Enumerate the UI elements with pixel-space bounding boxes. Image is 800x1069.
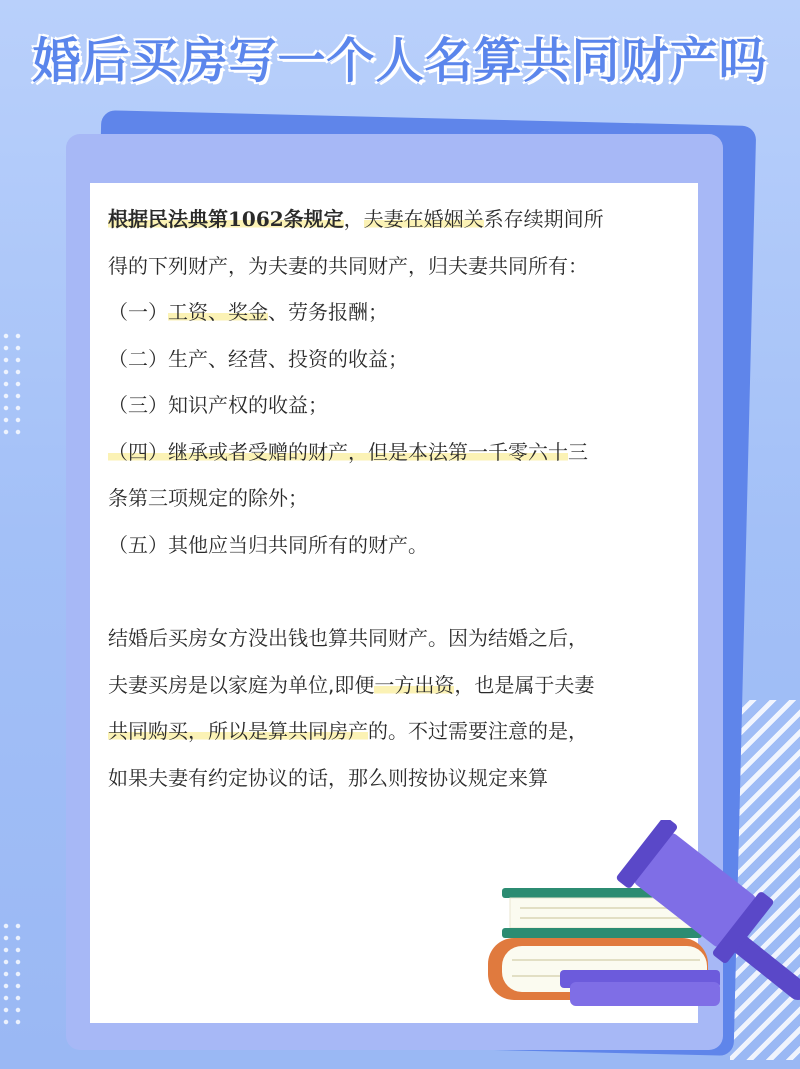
law-intro-line2: 得的下列财产，为夫妻的共同财产，归夫妻共同所有：: [108, 253, 588, 278]
decorative-dots-top: [0, 330, 24, 440]
law-reference: 根据民法典第1062条规定: [108, 207, 344, 231]
explain-line2: 夫妻买房是以家庭为单位,即便一方出资，也是属于夫妻: [108, 672, 595, 697]
gavel-books-illustration: [480, 820, 800, 1060]
explain-line1: 结婚后买房女方没出钱也算共同财产。因为结婚之后，: [108, 626, 588, 650]
law-item-4: （四）继承或者受赠的财产，但是本法第一千零六十三: [108, 439, 588, 464]
content-body: [108, 196, 678, 801]
page-title: 婚后买房写一个人名算共同财产吗: [32, 33, 768, 89]
law-intro-line1: 根据民法典第1062条规定，夫妻在婚姻关系存续期间所: [108, 207, 604, 231]
law-item-3: （三）知识产权的收益；: [108, 393, 328, 417]
explain-line3: 共同购买，所以是算共同房产的。不过需要注意的是，: [108, 719, 588, 743]
law-item-2: （二）生产、经营、投资的收益；: [108, 346, 408, 371]
decorative-dots-bottom: [0, 920, 24, 1030]
law-item-5: （五）其他应当归共同所有的财产。: [108, 532, 428, 557]
law-item-4-cont: 条第三项规定的除外；: [108, 486, 308, 510]
explain-line4: 如果夫妻有约定协议的话，那么则按协议规定来算: [108, 765, 548, 790]
law-item-1: （一）工资、奖金、劳务报酬；: [108, 300, 388, 324]
